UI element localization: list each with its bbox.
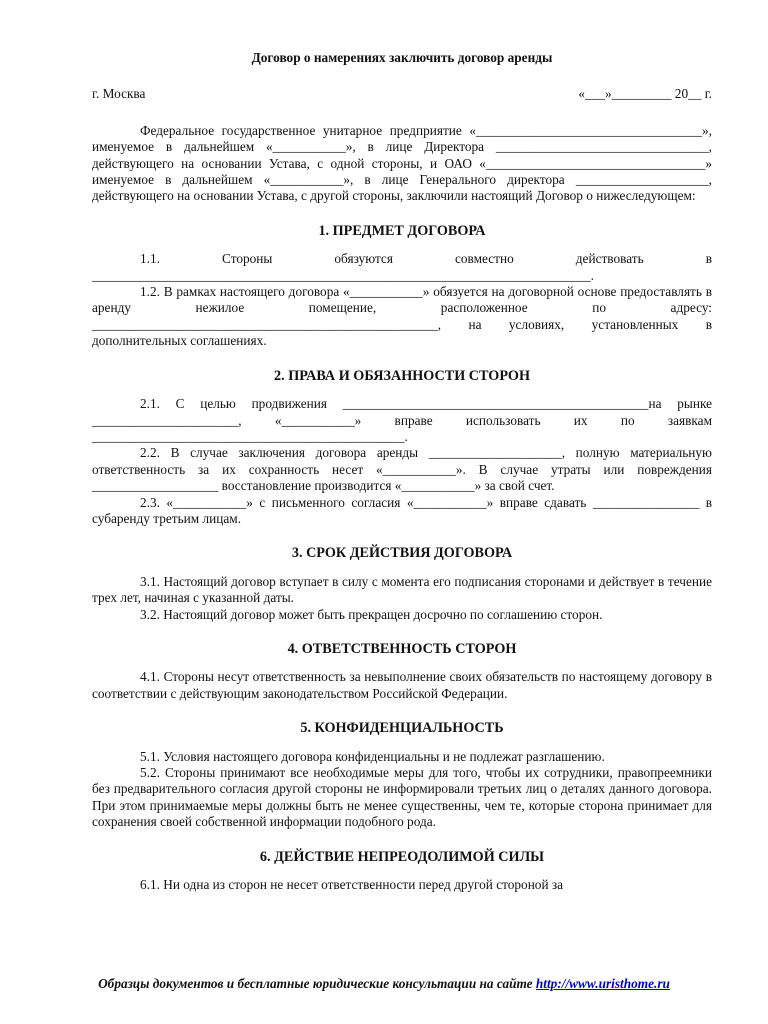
clause-4-1: 4.1. Стороны несут ответственность за невыполнение своих обязательств по настоящему договору в соответствии с действующим законодательством Российской Федерации. — [92, 669, 712, 701]
clause-1-2: 1.2. В рамках настоящего договора «___________» обязуется на договорной основе предоставлять в аренду нежилое помещение, расположенное по адресу: ____________________________________________________, на условиях, установленных в дополнительных соглашениях. — [92, 284, 712, 349]
footer-text: Образцы документов и бесплатные юридические консультации на сайте — [98, 976, 536, 991]
footer-link[interactable]: http://www.uristhome.ru — [535, 976, 670, 991]
preamble: Федеральное государственное унитарное предприятие «__________________________________», именуемое в дальнейшем «___________», в лице Директора ________________________________, действующего на основании Устава, с одной стороны, и ОАО «_________________________________» именуемое в дальнейшем «___________», в лице Генерального директора ____________________, действующего на основании Устава, с другой стороны, заключили настоящий Договор о нижеследующем: — [92, 122, 712, 204]
section-title-5: 5. КОНФИДЕНЦИАЛЬНОСТЬ — [300, 720, 504, 737]
document-page — [92, 50, 712, 893]
clause-5-1: 5.1. Условия настоящего договора конфиденциальны и не подлежат разглашению. — [140, 748, 605, 764]
section-title-4: 4. ОТВЕТСТВЕННОСТЬ СТОРОН — [287, 640, 517, 657]
section-title-1: 1. ПРЕДМЕТ ДОГОВОРА — [318, 222, 486, 239]
section-title-6: 6. ДЕЙСТВИЕ НЕПРЕОДОЛИМОЙ СИЛЫ — [259, 848, 545, 865]
section-title-3: 3. СРОК ДЕЙСТВИЯ ДОГОВОРА — [291, 545, 513, 562]
clause-3-1: 3.1. Настоящий договор вступает в силу с момента его подписания сторонами и действует в течение трех лет, начиная с указанной даты. — [92, 573, 712, 606]
clause-2-2: 2.2. В случае заключения договора аренды ____________________, полную материальную ответственность за их сохранность несет «___________». В случае утраты или повреждения ___________________ восстановление производится «___________» за свой счет. — [92, 445, 712, 494]
clause-5-2: 5.2. Стороны принимают все необходимые меры для того, чтобы их сотрудники, правопреемники без предварительного согласия другой стороны не информировали третьих лиц о деталях данного договора. При этом принимаемые меры должны быть не менее существенны, чем те, которые сторона принимает для сохранения своей собственной информации подобного рода. — [92, 765, 712, 830]
footer — [0, 976, 768, 992]
clause-6-1: 6.1. Ни одна из сторон не несет ответственности перед другой стороной за — [140, 877, 564, 893]
clause-2-1: 2.1. С целью продвижения ______________________________________________на рынке ______________________, «___________» вправе использовать их по заявкам _______________________________________________. — [92, 396, 712, 444]
section-title-2: 2. ПРАВА И ОБЯЗАННОСТИ СТОРОН — [274, 367, 530, 384]
clause-1-1: 1.1. Стороны обязуются совместно действовать в ___________________________________________________________________________. — [92, 251, 712, 283]
city: г. Москва — [92, 86, 146, 102]
clause-2-3: 2.3. «___________» с письменного согласия «___________» вправе сдавать ________________ в субаренду третьим лицам. — [92, 494, 712, 526]
document-title: Договор о намерениях заключить договор аренды — [251, 50, 553, 65]
city-date-line — [92, 86, 712, 102]
date: «___»_________ 20__ г. — [578, 86, 712, 102]
clause-3-2: 3.2. Настоящий договор может быть прекращен досрочно по соглашению сторон. — [140, 606, 603, 622]
